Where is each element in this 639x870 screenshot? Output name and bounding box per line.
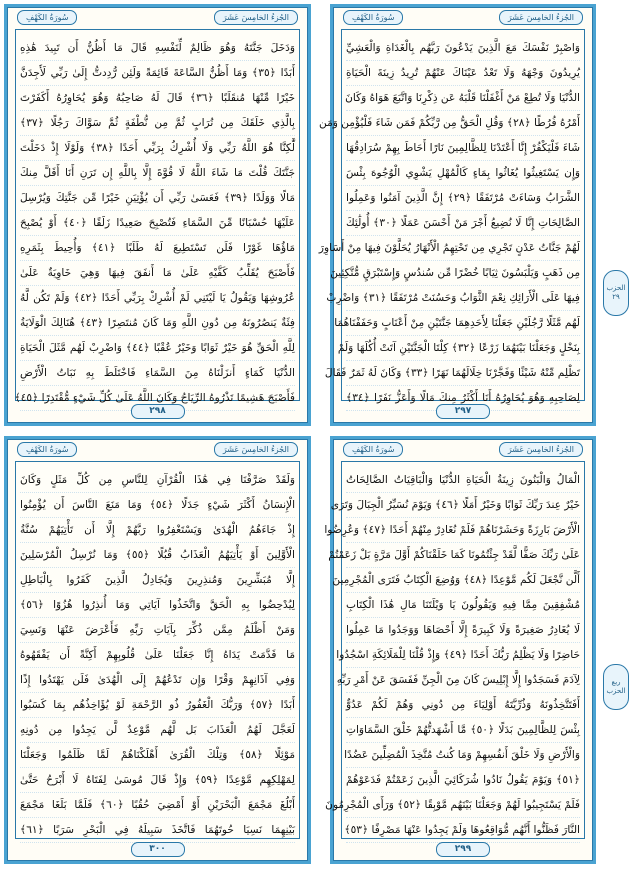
page-footer xyxy=(7,398,308,419)
verse-line: مَالًا وَوَلَدًا ﴿٣٩﴾ فَعَسَىٰ رَبِّي أَن يُؤْتِيَنِ خَيْرًا مِّن جَنَّتِكَ وَيُرْسِلَ xyxy=(20,186,295,211)
verse-line: وَلَقَدْ صَرَّفْنَا فِي هَٰذَا الْقُرْآنِ لِلنَّاسِ مِن كُلِّ مَثَلٍ وَكَانَ xyxy=(20,468,295,493)
verse-line: الصَّالِحَاتِ إِنَّا لَا نُضِيعُ أَجْرَ مَنْ أَحْسَنَ عَمَلًا ﴿٣٠﴾ أُولَٰئِكَ xyxy=(346,211,580,236)
verse-line: ﴿٥١﴾ وَيَوْمَ يَقُولُ نَادُوا شُرَكَائِيَ الَّذِينَ زَعَمْتُمْ فَدَعَوْهُمْ xyxy=(346,768,580,793)
verse-line: وَدَخَلَ جَنَّتَهُ وَهُوَ ظَالِمٌ لِّنَفْسِهِ قَالَ مَا أَظُنُّ أَن تَبِيدَ هَٰذِهِ xyxy=(20,36,295,61)
hizb-quarter-marker: ربع الحزب xyxy=(603,664,629,710)
verse-line: مَا قَدَّمَتْ يَدَاهُ إِنَّا جَعَلْنَا عَلَىٰ قُلُوبِهِمْ أَكِنَّةً أَن يَفْقَهُوهُ xyxy=(20,643,295,668)
verse-line: إِلَّا مُبَشِّرِينَ وَمُنذِرِينَ وَيُجَادِلُ الَّذِينَ كَفَرُوا بِالْبَاطِلِ xyxy=(20,568,295,593)
verse-line: عُرُوشِهَا وَيَقُولُ يَا لَيْتَنِي لَمْ أُشْرِكْ بِرَبِّي أَحَدًا ﴿٤٢﴾ وَلَمْ تَكُن لَّهُ xyxy=(20,286,295,311)
page-number: ٣٠٠ xyxy=(131,842,185,857)
verse-line: الْأَوَّلِينَ أَوْ يَأْتِيَهُمُ الْعَذَابُ قُبُلًا ﴿٥٥﴾ وَمَا نُرْسِلُ الْمُرْسَلِينَ xyxy=(20,543,295,568)
juz-label: الجُزءُ الخامِسَ عَشَرَ xyxy=(214,10,298,25)
verse-lines xyxy=(318,36,580,404)
verse-line: لِلَّهِ الْحَقِّ هُوَ خَيْرٌ ثَوَابًا وَخَيْرٌ عُقْبًا ﴿٤٤﴾ وَاضْرِبْ لَهُم مَّثَلَ الْحَيَاةِ xyxy=(20,336,295,361)
verse-line: تَظْلِم مِّنْهُ شَيْئًا وَفَجَّرْنَا خِلَالَهُمَا نَهَرًا ﴿٣٣﴾ وَكَانَ لَهُ ثَمَرٌ فَقَالَ xyxy=(346,361,580,386)
surah-name-label: سُورَةُ الكَهْفِ xyxy=(17,10,77,25)
verse-line: جَنَّتَكَ قُلْتَ مَا شَاءَ اللَّهُ لَا قُوَّةَ إِلَّا بِاللَّهِ إِن تَرَنِ أَنَا أَقَلَّ مِنكَ xyxy=(20,161,295,186)
verse-line: وَالْأَرْضِ وَلَا خَلْقَ أَنفُسِهِمْ وَمَا كُنتُ مُتَّخِذَ الْمُضِلِّينَ عَضُدًا xyxy=(346,743,580,768)
verse-line: وَمَنْ أَظْلَمُ مِمَّن ذُكِّرَ بِآيَاتِ رَبِّهِ فَأَعْرَضَ عَنْهَا وَنَسِيَ xyxy=(20,618,295,643)
verse-line: بِالَّذِي خَلَقَكَ مِن تُرَابٍ ثُمَّ مِن نُّطْفَةٍ ثُمَّ سَوَّاكَ رَجُلًا ﴿٣٧﴾ xyxy=(20,111,295,136)
verse-line: وَفِي آذَانِهِمْ وَقْرًا وَإِن تَدْعُهُمْ إِلَى الْهُدَىٰ فَلَن يَهْتَدُوا إِذًا xyxy=(20,668,295,693)
verse-line: بِئْسَ لِلظَّالِمِينَ بَدَلًا ﴿٥٠﴾ مَّا أَشْهَدتُّهُمْ خَلْقَ السَّمَاوَاتِ xyxy=(346,718,580,743)
page-number: ٢٩٨ xyxy=(131,404,185,419)
page-number: ٢٩٩ xyxy=(436,842,490,857)
quran-page-297 xyxy=(318,4,596,426)
verse-line: أَبَدًا ﴿٥٧﴾ وَرَبُّكَ الْغَفُورُ ذُو الرَّحْمَةِ لَوْ يُؤَاخِذُهُم بِمَا كَسَبُوا xyxy=(20,693,295,718)
verse-line: خَيْرًا مِّنْهَا مُنقَلَبًا ﴿٣٦﴾ قَالَ لَهُ صَاحِبُهُ وَهُوَ يُحَاوِرُهُ أَكَفَرْتَ xyxy=(20,86,295,111)
verse-line: الدُّنْيَا وَلَا تُطِعْ مَنْ أَغْفَلْنَا قَلْبَهُ عَن ذِكْرِنَا وَاتَّبَعَ هَوَاهُ وَكَانَ xyxy=(346,86,580,111)
page-text-area xyxy=(14,29,300,404)
verse-line: الْأَرْضَ بَارِزَةً وَحَشَرْنَاهُمْ فَلَمْ نُغَادِرْ مِنْهُمْ أَحَدًا ﴿٤٧﴾ وَعُرِضُوا xyxy=(346,518,580,543)
page-header xyxy=(343,442,583,457)
verse-line: مِن ذَهَبٍ وَيَلْبَسُونَ ثِيَابًا خُضْرًا مِّن سُندُسٍ وَإِسْتَبْرَقٍ مُّتَّكِئِينَ xyxy=(346,261,580,286)
verse-line: حَاضِرًا وَلَا يَظْلِمُ رَبُّكَ أَحَدًا ﴿٤٩﴾ وَإِذْ قُلْنَا لِلْمَلَائِكَةِ اسْجُدُوا xyxy=(346,643,580,668)
verse-line: شَاءَ فَلْيَكْفُرْ إِنَّا أَعْتَدْنَا لِلظَّالِمِينَ نَارًا أَحَاطَ بِهِمْ سُرَادِقُهَا xyxy=(346,136,580,161)
page-text-area xyxy=(318,29,585,404)
verse-line: بَيْنِهِمَا نَسِيَا حُوتَهُمَا فَاتَّخَذَ سَبِيلَهُ فِي الْبَحْرِ سَرَبًا ﴿٦١﴾ xyxy=(20,818,295,843)
verse-line: أَفَتَتَّخِذُونَهُ وَذُرِّيَّتَهُ أَوْلِيَاءَ مِن دُونِي وَهُمْ لَكُمْ عَدُوٌّ xyxy=(346,693,580,718)
verse-line: يُرِيدُونَ وَجْهَهُ وَلَا تَعْدُ عَيْنَاكَ عَنْهُمْ تُرِيدُ زِينَةَ الْحَيَاةِ xyxy=(346,61,580,86)
juz-label: الجُزءُ الخامِسَ عَشَرَ xyxy=(214,442,298,457)
page-footer xyxy=(333,836,593,857)
verse-line: فَأَصْبَحَ هَشِيمًا تَذْرُوهُ الرِّيَاحُ وَكَانَ اللَّهُ عَلَىٰ كُلِّ شَيْءٍ مُّقْتَدِرًا ﴿٤٥﴾ xyxy=(20,386,295,411)
hizb-marker: الحزب ٢٩ xyxy=(603,270,629,316)
quran-page-298 xyxy=(4,4,311,426)
page-text-area xyxy=(15,461,300,839)
verse-line: أَلَّن نَّجْعَلَ لَكُم مَّوْعِدًا ﴿٤٨﴾ وَوُضِعَ الْكِتَابُ فَتَرَى الْمُجْرِمِينَ xyxy=(346,568,580,593)
verse-line: فَأَصْبَحَ يُقَلِّبُ كَفَّيْهِ عَلَىٰ مَا أَنفَقَ فِيهَا وَهِيَ خَاوِيَةٌ عَلَىٰ xyxy=(20,261,295,286)
page-header xyxy=(17,10,298,25)
verse-lines xyxy=(324,468,581,836)
verse-line: عَلَىٰ رَبِّكَ صَفًّا لَّقَدْ جِئْتُمُونَا كَمَا خَلَقْنَاكُمْ أَوَّلَ مَرَّةٍ بَلْ زَعَمْتُمْ xyxy=(346,543,580,568)
page-number: ٢٩٧ xyxy=(436,404,490,419)
verse-line: لِصَاحِبِهِ وَهُوَ يُحَاوِرُهُ أَنَا أَكْثَرُ مِنكَ مَالًا وَأَعَزُّ نَفَرًا ﴿٣٤﴾ xyxy=(346,386,580,411)
quran-page-299 xyxy=(324,436,596,864)
verse-line: لَعَجَّلَ لَهُمُ الْعَذَابَ بَل لَّهُم مَّوْعِدٌ لَّن يَجِدُوا مِن دُونِهِ xyxy=(20,718,295,743)
verse-line: لِيُدْحِضُوا بِهِ الْحَقَّ وَاتَّخَذُوا آيَاتِي وَمَا أُنذِرُوا هُزُوًا ﴿٥٦﴾ xyxy=(20,593,295,618)
verse-line: أَبَدًا ﴿٣٥﴾ وَمَا أَظُنُّ السَّاعَةَ قَائِمَةً وَلَئِن رُّدِدتُّ إِلَىٰ رَبِّي لَأَجِدَنَّ xyxy=(20,61,295,86)
page-footer xyxy=(7,836,308,857)
page-header xyxy=(17,442,298,457)
quran-page-300 xyxy=(4,436,311,864)
verse-line: عَلَيْهَا حُسْبَانًا مِّنَ السَّمَاءِ فَتُصْبِحَ صَعِيدًا زَلَقًا ﴿٤٠﴾ أَوْ يُصْبِحَ xyxy=(20,211,295,236)
surah-name-label: سُورَةُ الكَهْفِ xyxy=(17,442,77,457)
verse-line: وَإِن يَسْتَغِيثُوا يُغَاثُوا بِمَاءٍ كَالْمُهْلِ يَشْوِي الْوُجُوهَ بِئْسَ xyxy=(346,161,580,186)
verse-line: لَهُم مَّثَلًا رَّجُلَيْنِ جَعَلْنَا لِأَحَدِهِمَا جَنَّتَيْنِ مِنْ أَعْنَابٍ وَحَفَفْنَاهُمَا xyxy=(346,311,580,336)
surah-name-label: سُورَةُ الكَهْفِ xyxy=(343,10,403,25)
verse-line: فِيهَا عَلَى الْأَرَائِكِ نِعْمَ الثَّوَابُ وَحَسُنَتْ مُرْتَفَقًا ﴿٣١﴾ وَاضْرِبْ xyxy=(346,286,580,311)
verse-lines xyxy=(20,468,296,836)
verse-line: خَيْرٌ عِندَ رَبِّكَ ثَوَابًا وَخَيْرٌ أَمَلًا ﴿٤٦﴾ وَيَوْمَ نُسَيِّرُ الْجِبَالَ وَتَرَى xyxy=(346,493,580,518)
page-footer xyxy=(333,398,593,419)
verse-line: لَا يُغَادِرُ صَغِيرَةً وَلَا كَبِيرَةً إِلَّا أَحْصَاهَا وَوَجَدُوا مَا عَمِلُوا xyxy=(346,618,580,643)
verse-line: مُشْفِقِينَ مِمَّا فِيهِ وَيَقُولُونَ يَا وَيْلَتَنَا مَالِ هَٰذَا الْكِتَابِ xyxy=(346,593,580,618)
verse-line: الشَّرَابُ وَسَاءَتْ مُرْتَفَقًا ﴿٢٩﴾ إِنَّ الَّذِينَ آمَنُوا وَعَمِلُوا xyxy=(346,186,580,211)
verse-line: مَاؤُهَا غَوْرًا فَلَن تَسْتَطِيعَ لَهُ طَلَبًا ﴿٤١﴾ وَأُحِيطَ بِثَمَرِهِ xyxy=(20,236,295,261)
juz-label: الجُزءُ الخامِسَ عَشَرَ xyxy=(499,442,583,457)
verse-line: أَمْرُهُ فُرُطًا ﴿٢٨﴾ وَقُلِ الْحَقُّ مِن رَّبِّكُمْ فَمَن شَاءَ فَلْيُؤْمِن وَمَن xyxy=(346,111,580,136)
page-text-area xyxy=(324,461,585,839)
verse-line: الْمَالُ وَالْبَنُونَ زِينَةُ الْحَيَاةِ الدُّنْيَا وَالْبَاقِيَاتُ الصَّالِحَاتُ xyxy=(346,468,580,493)
page-header xyxy=(343,10,583,25)
verse-line: لَّٰكِنَّا هُوَ اللَّهُ رَبِّي وَلَا أُشْرِكُ بِرَبِّي أَحَدًا ﴿٣٨﴾ وَلَوْلَا إِذْ دَخَلْتَ xyxy=(20,136,295,161)
verse-line: إِذْ جَاءَهُمُ الْهُدَىٰ وَيَسْتَغْفِرُوا رَبَّهُمْ إِلَّا أَن تَأْتِيَهُمْ سُنَّةُ xyxy=(20,518,295,543)
verse-line: مَوْئِلًا ﴿٥٨﴾ وَتِلْكَ الْقُرَىٰ أَهْلَكْنَاهُمْ لَمَّا ظَلَمُوا وَجَعَلْنَا xyxy=(20,743,295,768)
verse-line: فِئَةٌ يَنصُرُونَهُ مِن دُونِ اللَّهِ وَمَا كَانَ مُنتَصِرًا ﴿٤٣﴾ هُنَالِكَ الْوَلَايَةُ xyxy=(20,311,295,336)
verse-lines xyxy=(14,36,296,404)
verse-line: الْإِنسَانُ أَكْثَرَ شَيْءٍ جَدَلًا ﴿٥٤﴾ وَمَا مَنَعَ النَّاسَ أَن يُؤْمِنُوا xyxy=(20,493,295,518)
verse-line: لِمَهْلِكِهِم مَّوْعِدًا ﴿٥٩﴾ وَإِذْ قَالَ مُوسَىٰ لِفَتَاهُ لَا أَبْرَحُ حَتَّىٰ xyxy=(20,768,295,793)
verse-line: فَلَمْ يَسْتَجِيبُوا لَهُمْ وَجَعَلْنَا بَيْنَهُم مَّوْبِقًا ﴿٥٢﴾ وَرَأَى الْمُجْرِمُونَ xyxy=(346,793,580,818)
verse-line: أَبْلُغَ مَجْمَعَ الْبَحْرَيْنِ أَوْ أَمْضِيَ حُقُبًا ﴿٦٠﴾ فَلَمَّا بَلَغَا مَجْمَعَ xyxy=(20,793,295,818)
juz-label: الجُزءُ الخامِسَ عَشَرَ xyxy=(499,10,583,25)
surah-name-label: سُورَةُ الكَهْفِ xyxy=(343,442,403,457)
verse-line: لِآدَمَ فَسَجَدُوا إِلَّا إِبْلِيسَ كَانَ مِنَ الْجِنِّ فَفَسَقَ عَنْ أَمْرِ رَبِّهِ xyxy=(346,668,580,693)
verse-line: وَاصْبِرْ نَفْسَكَ مَعَ الَّذِينَ يَدْعُونَ رَبَّهُم بِالْغَدَاةِ وَالْعَشِيِّ xyxy=(346,36,580,61)
verse-line: النَّارَ فَظَنُّوا أَنَّهُم مُّوَاقِعُوهَا وَلَمْ يَجِدُوا عَنْهَا مَصْرِفًا ﴿٥٣﴾ xyxy=(346,818,580,843)
verse-line: بِنَخْلٍ وَجَعَلْنَا بَيْنَهُمَا زَرْعًا ﴿٣٢﴾ كِلْتَا الْجَنَّتَيْنِ آتَتْ أُكُلَهَا وَلَمْ xyxy=(346,336,580,361)
verse-line: الدُّنْيَا كَمَاءٍ أَنزَلْنَاهُ مِنَ السَّمَاءِ فَاخْتَلَطَ بِهِ نَبَاتُ الْأَرْضِ xyxy=(20,361,295,386)
verse-line: لَهُمْ جَنَّاتُ عَدْنٍ تَجْرِي مِن تَحْتِهِمُ الْأَنْهَارُ يُحَلَّوْنَ فِيهَا مِنْ أَسَاوِرَ xyxy=(346,236,580,261)
